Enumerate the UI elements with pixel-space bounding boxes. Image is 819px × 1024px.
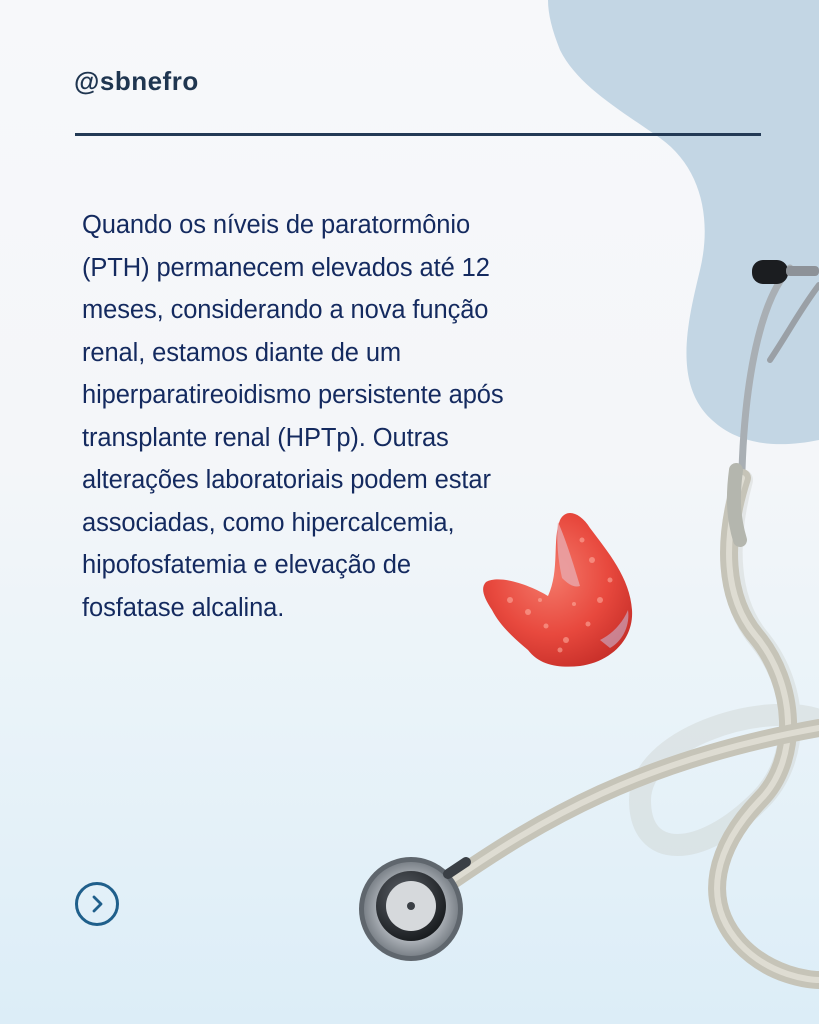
- account-handle: @sbnefro: [74, 66, 199, 96]
- chevron-right-icon: [89, 894, 105, 914]
- header-divider: [75, 133, 761, 136]
- next-slide-button[interactable]: [75, 882, 119, 926]
- chest-piece-icon: [359, 857, 466, 961]
- body-paragraph: Quando os níveis de paratormônio (PTH) permanecem elevados até 12 meses, considerando a nova função renal, estamos diante de um hiperparatireoidismo persistente após transplante renal (HPTp). Outras alterações laboratoriais podem estar associadas, como hipercalcemia, hipofosfatemia e elevação de fosfatase alcalina.: [82, 211, 504, 622]
- background-blob: [548, 0, 819, 444]
